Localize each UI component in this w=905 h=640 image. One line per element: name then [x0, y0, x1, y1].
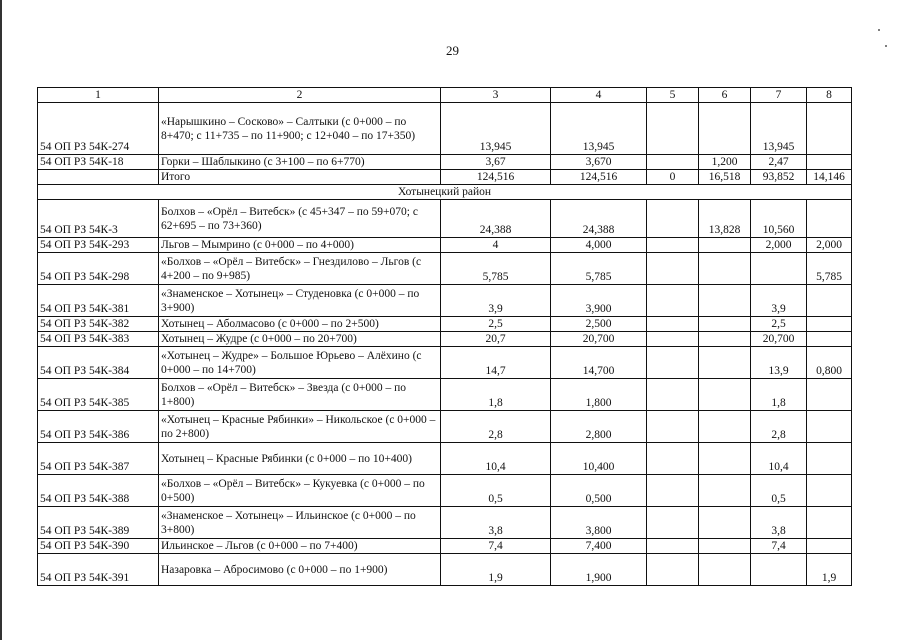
value-cell-5 — [647, 379, 699, 411]
value-cell-6 — [699, 475, 751, 507]
value-cell-8: 14,146 — [807, 170, 852, 185]
value-cell-6 — [699, 238, 751, 253]
column-number: 4 — [551, 88, 647, 103]
page-number: 29 — [446, 43, 459, 58]
table-row — [38, 507, 852, 539]
value-cell-5 — [647, 554, 699, 586]
table-body — [38, 88, 852, 586]
value-cell-4: 20,700 — [551, 332, 647, 347]
value-cell-8: 1,9 — [807, 554, 852, 586]
value-cell-4: 3,670 — [551, 155, 647, 170]
value-cell-4: 14,700 — [551, 347, 647, 379]
road-code-cell — [38, 170, 159, 185]
road-code-cell: 54 ОП РЗ 54К-388 — [38, 475, 159, 507]
road-name-cell: Итого — [159, 170, 441, 185]
road-name-cell: Болхов – «Орёл – Витебск» – Звезда (с 0+000 – по 1+800) — [159, 379, 441, 411]
road-code-cell: 54 ОП РЗ 54К-274 — [38, 103, 159, 155]
road-code-cell: 54 ОП РЗ 54К-293 — [38, 238, 159, 253]
value-cell-5 — [647, 317, 699, 332]
value-cell-8 — [807, 155, 852, 170]
section-row — [38, 185, 852, 200]
road-code-cell: 54 ОП РЗ 54К-390 — [38, 539, 159, 554]
value-cell-7: 0,5 — [751, 475, 807, 507]
value-cell-3: 10,4 — [441, 443, 551, 475]
value-cell-3: 3,67 — [441, 155, 551, 170]
road-code-cell: 54 ОП РЗ 54К-382 — [38, 317, 159, 332]
value-cell-7: 2,47 — [751, 155, 807, 170]
value-cell-5 — [647, 103, 699, 155]
value-cell-8 — [807, 411, 852, 443]
value-cell-4: 124,516 — [551, 170, 647, 185]
road-name-cell: «Хотынец – Жудре» – Большое Юрьево – Алёхино (с 0+000 – по 14+700) — [159, 347, 441, 379]
road-name-cell: «Хотынец – Красные Рябинки» – Никольское (с 0+000 – по 2+800) — [159, 411, 441, 443]
road-name-cell: Ильинское – Льгов (с 0+000 – по 7+400) — [159, 539, 441, 554]
value-cell-8 — [807, 317, 852, 332]
value-cell-6 — [699, 554, 751, 586]
value-cell-5 — [647, 238, 699, 253]
column-number: 6 — [699, 88, 751, 103]
value-cell-6 — [699, 507, 751, 539]
value-cell-3: 124,516 — [441, 170, 551, 185]
table-row — [38, 379, 852, 411]
value-cell-5 — [647, 507, 699, 539]
value-cell-4: 2,800 — [551, 411, 647, 443]
value-cell-7: 7,4 — [751, 539, 807, 554]
column-number: 8 — [807, 88, 852, 103]
road-name-cell: «Болхов – «Орёл – Витебск» – Кукуевка (с 0+000 – по 0+500) — [159, 475, 441, 507]
road-name-cell: «Знаменское – Хотынец» – Ильинское (с 0+000 – по 3+800) — [159, 507, 441, 539]
value-cell-8 — [807, 103, 852, 155]
value-cell-6 — [699, 253, 751, 285]
value-cell-4: 2,500 — [551, 317, 647, 332]
table-row — [38, 103, 852, 155]
value-cell-8 — [807, 539, 852, 554]
table-row — [38, 475, 852, 507]
value-cell-6 — [699, 103, 751, 155]
value-cell-8 — [807, 285, 852, 317]
value-cell-7: 1,8 — [751, 379, 807, 411]
value-cell-5 — [647, 347, 699, 379]
road-name-cell: «Знаменское – Хотынец» – Студеновка (с 0+000 – по 3+900) — [159, 285, 441, 317]
value-cell-3: 14,7 — [441, 347, 551, 379]
value-cell-8 — [807, 200, 852, 238]
value-cell-6 — [699, 379, 751, 411]
road-name-cell: Болхов – «Орёл – Витебск» (с 45+347 – по 59+070; с 62+695 – по 73+360) — [159, 200, 441, 238]
scan-edge-line — [0, 0, 2, 640]
value-cell-4: 3,900 — [551, 285, 647, 317]
value-cell-5 — [647, 253, 699, 285]
value-cell-4: 1,900 — [551, 554, 647, 586]
value-cell-6 — [699, 332, 751, 347]
table-row — [38, 170, 852, 185]
value-cell-6: 13,828 — [699, 200, 751, 238]
value-cell-5 — [647, 155, 699, 170]
value-cell-3: 1,9 — [441, 554, 551, 586]
table-row — [38, 285, 852, 317]
value-cell-6 — [699, 411, 751, 443]
value-cell-7: 13,9 — [751, 347, 807, 379]
table-row — [38, 238, 852, 253]
road-code-cell: 54 ОП РЗ 54К-381 — [38, 285, 159, 317]
value-cell-6: 1,200 — [699, 155, 751, 170]
scan-speck — [878, 29, 880, 31]
column-number: 7 — [751, 88, 807, 103]
column-number-row — [38, 88, 852, 103]
road-name-cell: Хотынец – Красные Рябинки (с 0+000 – по 10+400) — [159, 443, 441, 475]
value-cell-5 — [647, 332, 699, 347]
value-cell-7 — [751, 253, 807, 285]
column-number: 3 — [441, 88, 551, 103]
table-row — [38, 443, 852, 475]
value-cell-4: 13,945 — [551, 103, 647, 155]
value-cell-4: 7,400 — [551, 539, 647, 554]
column-number: 2 — [159, 88, 441, 103]
value-cell-6 — [699, 443, 751, 475]
value-cell-3: 5,785 — [441, 253, 551, 285]
value-cell-8 — [807, 379, 852, 411]
value-cell-4: 3,800 — [551, 507, 647, 539]
value-cell-6: 16,518 — [699, 170, 751, 185]
road-code-cell: 54 ОП РЗ 54К-386 — [38, 411, 159, 443]
road-name-cell: «Нарышкино – Сосково» – Салтыки (с 0+000 – по 8+470; с 11+735 – по 11+900; с 12+040 – по 17+350) — [159, 103, 441, 155]
value-cell-7: 2,5 — [751, 317, 807, 332]
road-name-cell: Горки – Шаблыкино (с 3+100 – по 6+770) — [159, 155, 441, 170]
value-cell-4: 4,000 — [551, 238, 647, 253]
value-cell-6 — [699, 317, 751, 332]
value-cell-3: 20,7 — [441, 332, 551, 347]
value-cell-4: 10,400 — [551, 443, 647, 475]
value-cell-5 — [647, 200, 699, 238]
value-cell-4: 1,800 — [551, 379, 647, 411]
value-cell-3: 7,4 — [441, 539, 551, 554]
road-code-cell: 54 ОП РЗ 54К-389 — [38, 507, 159, 539]
value-cell-3: 13,945 — [441, 103, 551, 155]
road-code-cell: 54 ОП РЗ 54К-298 — [38, 253, 159, 285]
value-cell-3: 3,8 — [441, 507, 551, 539]
road-code-cell: 54 ОП РЗ 54К-3 — [38, 200, 159, 238]
value-cell-7: 3,9 — [751, 285, 807, 317]
table-row — [38, 539, 852, 554]
column-number: 1 — [38, 88, 159, 103]
value-cell-7: 10,4 — [751, 443, 807, 475]
table-row — [38, 155, 852, 170]
value-cell-8: 0,800 — [807, 347, 852, 379]
road-code-cell: 54 ОП РЗ 54К-391 — [38, 554, 159, 586]
value-cell-7: 2,000 — [751, 238, 807, 253]
value-cell-7: 20,700 — [751, 332, 807, 347]
value-cell-5 — [647, 539, 699, 554]
table-row — [38, 317, 852, 332]
value-cell-3: 2,8 — [441, 411, 551, 443]
table-row — [38, 347, 852, 379]
value-cell-4: 0,500 — [551, 475, 647, 507]
roads-table — [37, 87, 852, 586]
value-cell-5 — [647, 443, 699, 475]
road-code-cell: 54 ОП РЗ 54К-383 — [38, 332, 159, 347]
value-cell-5 — [647, 285, 699, 317]
value-cell-7: 13,945 — [751, 103, 807, 155]
table-row — [38, 554, 852, 586]
value-cell-3: 3,9 — [441, 285, 551, 317]
road-code-cell: 54 ОП РЗ 54К-384 — [38, 347, 159, 379]
value-cell-4: 5,785 — [551, 253, 647, 285]
value-cell-7: 3,8 — [751, 507, 807, 539]
value-cell-3: 1,8 — [441, 379, 551, 411]
value-cell-4: 24,388 — [551, 200, 647, 238]
value-cell-7 — [751, 554, 807, 586]
value-cell-6 — [699, 539, 751, 554]
table-row — [38, 411, 852, 443]
value-cell-7: 2,8 — [751, 411, 807, 443]
road-code-cell: 54 ОП РЗ 54К-387 — [38, 443, 159, 475]
value-cell-3: 0,5 — [441, 475, 551, 507]
value-cell-5 — [647, 475, 699, 507]
value-cell-7: 10,560 — [751, 200, 807, 238]
road-code-cell: 54 ОП РЗ 54К-385 — [38, 379, 159, 411]
section-title: Хотынецкий район — [38, 185, 852, 200]
road-name-cell: Назаровка – Абросимово (с 0+000 – по 1+900) — [159, 554, 441, 586]
table-row — [38, 253, 852, 285]
road-name-cell: Хотынец – Аболмасово (с 0+000 – по 2+500) — [159, 317, 441, 332]
value-cell-8 — [807, 507, 852, 539]
road-name-cell: «Болхов – «Орёл – Витебск» – Гнездилово – Льгов (с 4+200 – по 9+985) — [159, 253, 441, 285]
table-row — [38, 200, 852, 238]
value-cell-6 — [699, 347, 751, 379]
value-cell-7: 93,852 — [751, 170, 807, 185]
table-row — [38, 332, 852, 347]
value-cell-8 — [807, 332, 852, 347]
road-name-cell: Льгов – Мымрино (с 0+000 – по 4+000) — [159, 238, 441, 253]
value-cell-3: 2,5 — [441, 317, 551, 332]
value-cell-3: 24,388 — [441, 200, 551, 238]
road-name-cell: Хотынец – Жудре (с 0+000 – по 20+700) — [159, 332, 441, 347]
value-cell-6 — [699, 285, 751, 317]
value-cell-3: 4 — [441, 238, 551, 253]
road-code-cell: 54 ОП РЗ 54К-18 — [38, 155, 159, 170]
value-cell-8: 2,000 — [807, 238, 852, 253]
value-cell-8 — [807, 475, 852, 507]
column-number: 5 — [647, 88, 699, 103]
value-cell-8 — [807, 443, 852, 475]
value-cell-5: 0 — [647, 170, 699, 185]
value-cell-8: 5,785 — [807, 253, 852, 285]
value-cell-5 — [647, 411, 699, 443]
